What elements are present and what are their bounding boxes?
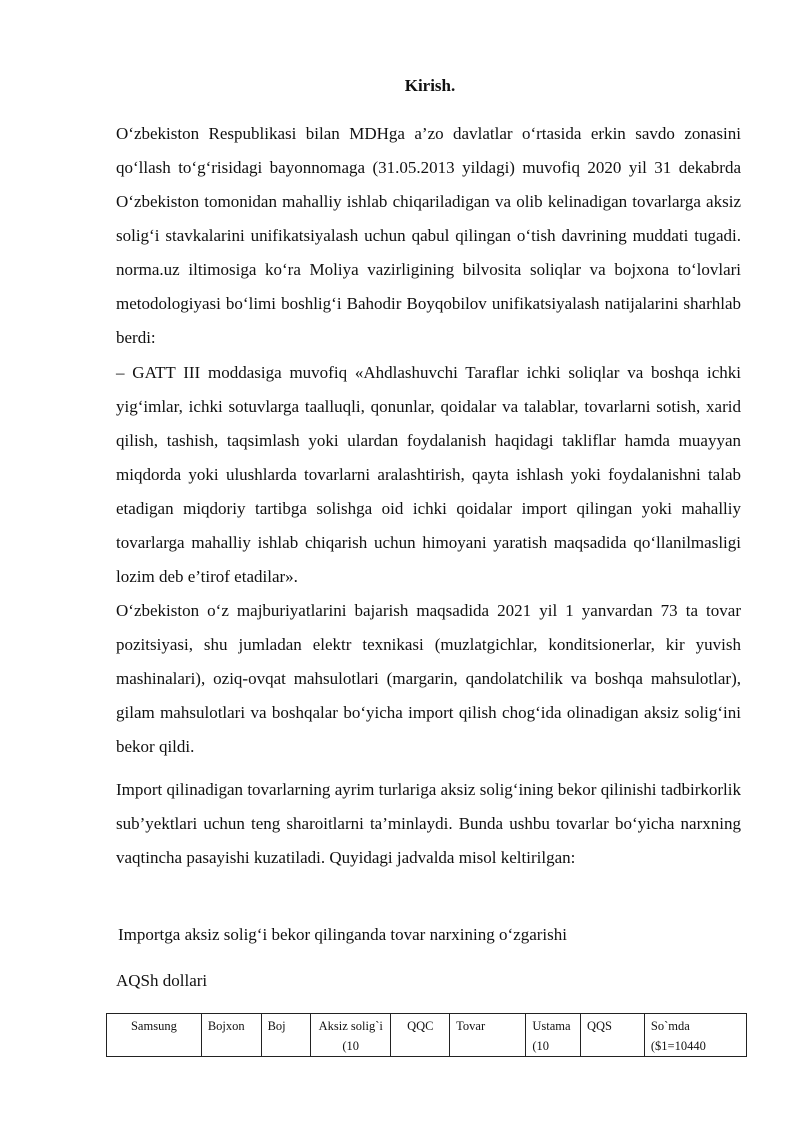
header-cell-somda: So`mda ($1=10440 [644, 1014, 746, 1057]
header-cell-boj: Boj [261, 1014, 310, 1057]
header-cell-ustama: Ustama (10 [526, 1014, 581, 1057]
paragraph-obligations: O‘zbekiston o‘z majburiyatlarini bajarish maqsadida 2021 yil 1 yanvardan 73 ta tovar pozitsiyasi, shu jumladan elektr texnikasi (muzlatgichlar, konditsionerlar, kir yuvish mashinalari), oziq-ovqat mahsulotlari (margarin, qandolatchilik va boshqa mahsulotlar), gilam mahsulotlari va boshqalar bo‘yicha import qilish chog‘ida olinadigan aksiz solig‘ini bekor qildi. [116, 601, 741, 756]
header-cell-qqc: QQC [391, 1014, 450, 1057]
paragraph-import: Import qilinadigan tovarlarning ayrim turlariga aksiz solig‘ining bekor qilinishi tadbirkorlik sub’yektlari uchun teng sharoitlarni ta’minlaydi. Bunda ushbu tovarlar bo‘yicha narxning vaqtincha pasayishi kuzatiladi. Quyidagi jadvalda misol keltirilgan: [116, 780, 741, 867]
table-caption: Importga aksiz solig‘i bekor qilinganda tovar narxining o‘zgarishi [118, 925, 567, 944]
header-cell-aksiz: Aksiz solig`i (10 [311, 1014, 391, 1057]
header-cell-bojxona: Bojxon [201, 1014, 261, 1057]
header-cell-tovar: Tovar [450, 1014, 526, 1057]
page-title: Kirish. [404, 76, 456, 95]
paragraph-intro: O‘zbekiston Respublikasi bilan MDHga a’zo davlatlar o‘rtasida erkin savdo zonasini qo‘llash to‘g‘risidagi bayonnomaga (31.05.2013 yildagi) muvofiq 2020 yil 31 dekabrda O‘zbekiston tomonidan mahalliy ishlab chiqariladigan va olib kelinadigan tovarlarga aksiz solig‘i stavkalarini unifikatsiyalash uchun qabul qilingan o‘tish davrining muddati tugadi. norma.uz iltimosiga ko‘ra Moliya vazirligining bilvosita soliqlar va bojxona to‘lovlari metodologiyasi bo‘limi boshlig‘i Bahodir Boyqobilov unifikatsiyalash natijalarini sharhlab berdi: [116, 124, 741, 347]
header-cell-samsung: Samsung [107, 1014, 202, 1057]
currency-unit: AQSh dollari [116, 971, 208, 990]
paragraph-gatt: – GATT III moddasiga muvofiq «Ahdlashuvchi Taraflar ichki soliqlar va boshqa ichki yig‘imlar, ichki sotuvlarga taalluqli, qonunlar, qoidalar va talablar, tovarlarni sotish, xarid qilish, tashish, taqsimlash yoki ulardan foydalanish haqidagi takliflar hamda muayyan miqdorda yoki ulushlarda tovarlarni aralashtirish, qayta ishlash yoki foydalanishni talab etadigan miqdoriy tartibga solishga oid ichki qoidalar import qilingan yoki mahalliy tovarlarga mahalliy ishlab chiqarish uchun himoyani yaratish maqsadida qo‘llanilmasligi lozim deb e’tirof etadilar». [116, 363, 741, 586]
table-header-row [107, 1014, 747, 1057]
price-table [106, 1013, 747, 1057]
header-cell-qqs: QQS [581, 1014, 645, 1057]
